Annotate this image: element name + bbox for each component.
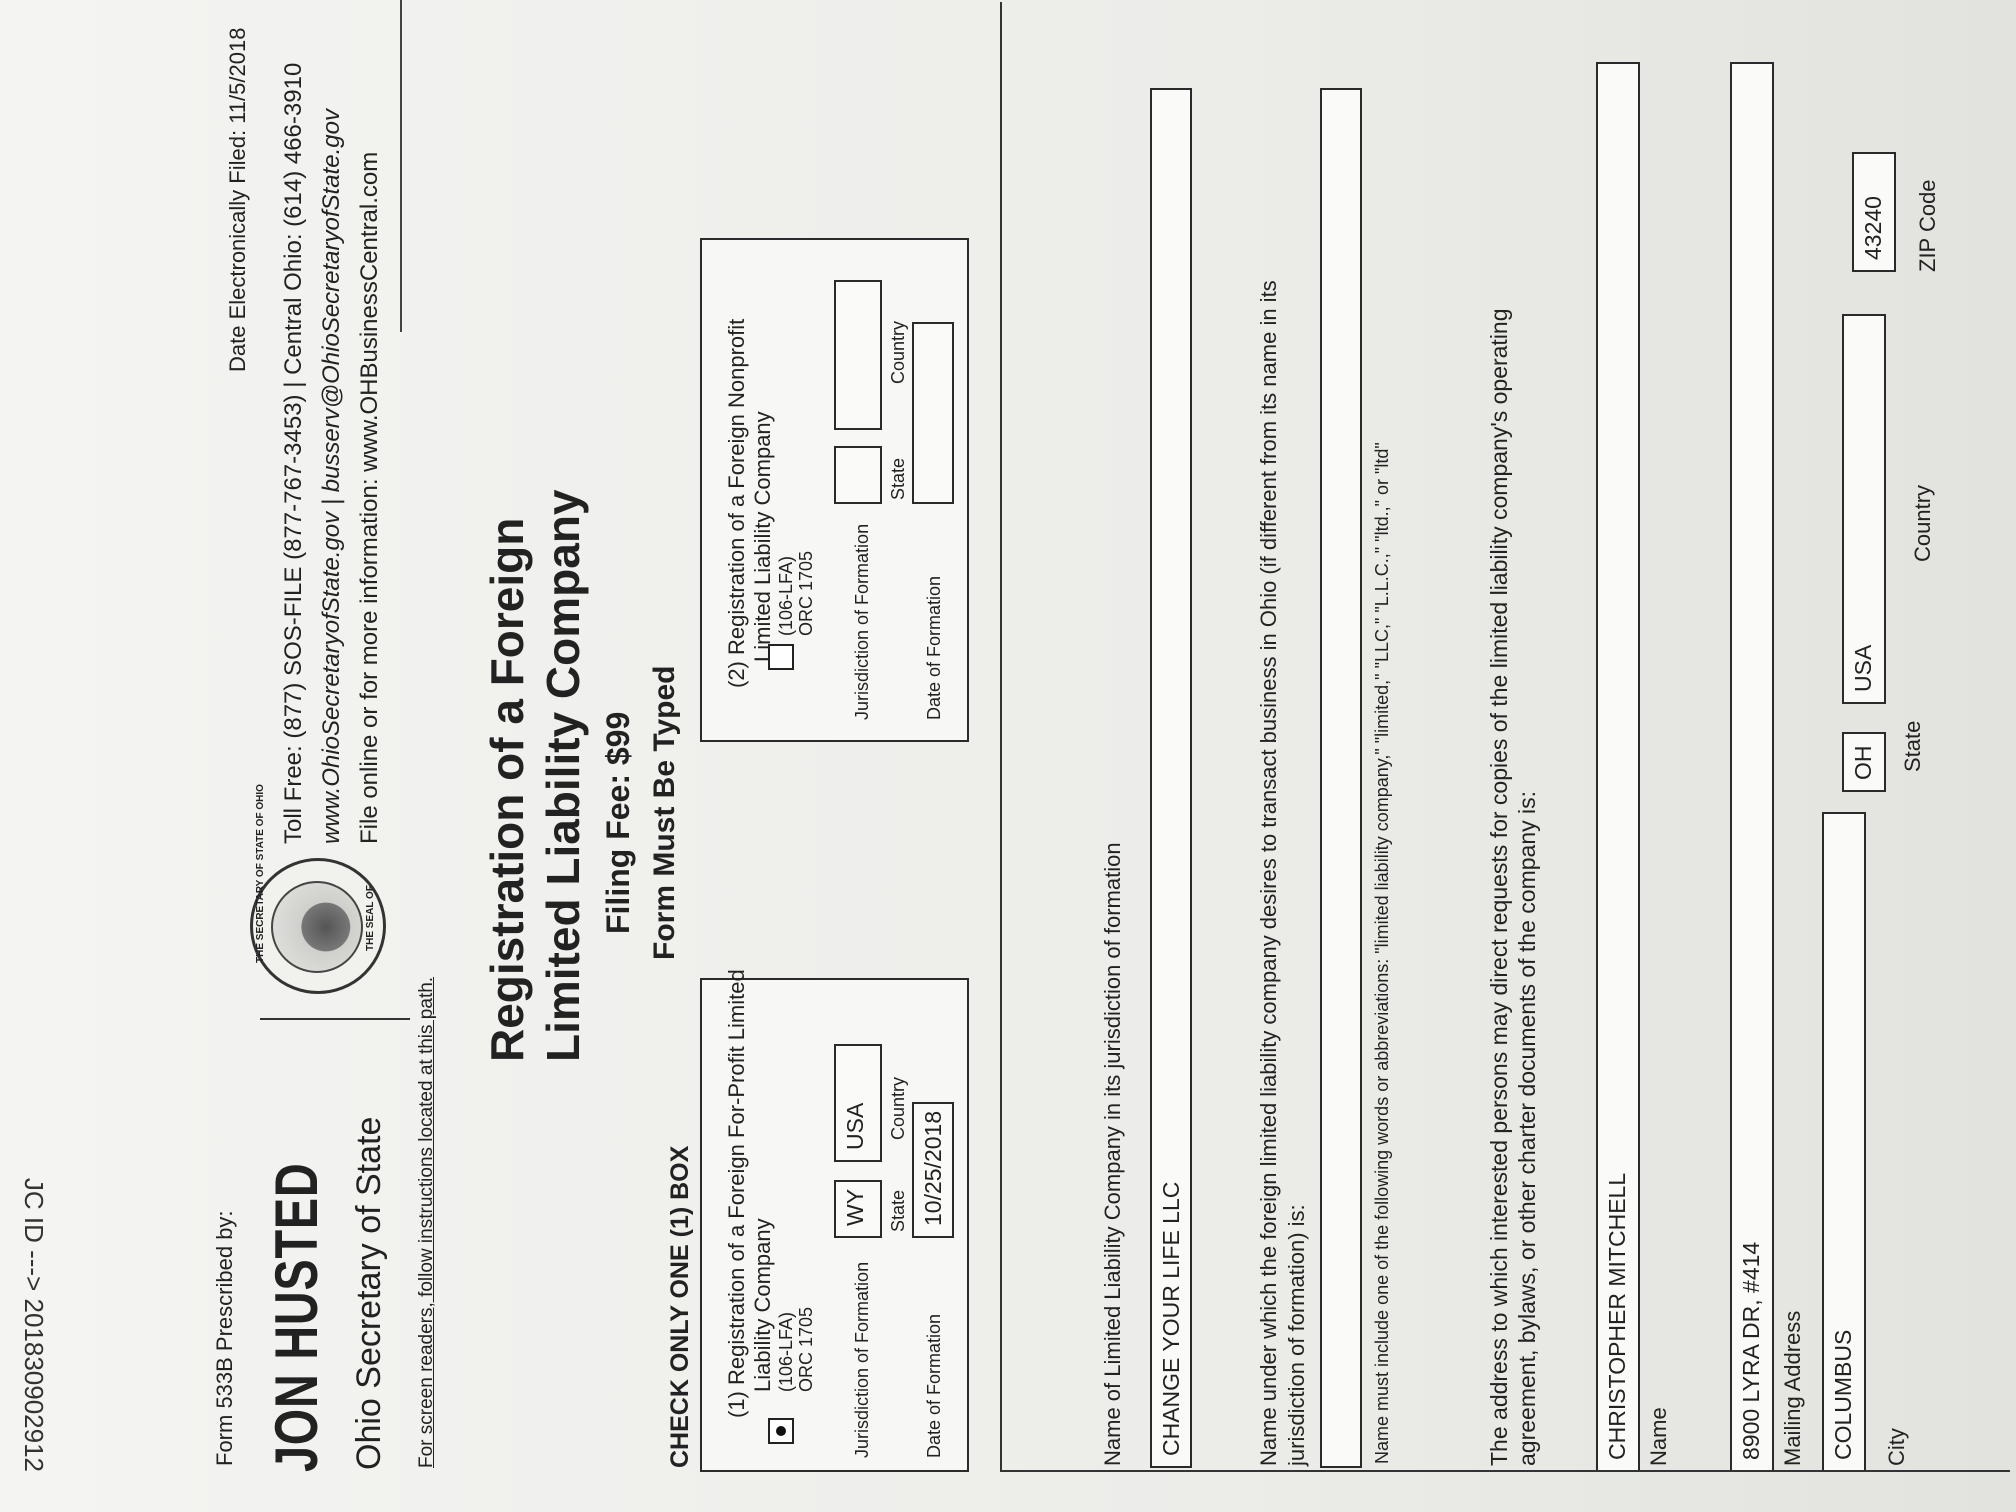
header-divider <box>260 1018 410 1020</box>
zip-label: ZIP Code <box>1915 179 1940 272</box>
option1-line1: (1) Registration of a Foreign For-Profit Limited <box>724 969 749 1418</box>
address-intro-line2: agreement, bylaws, or other charter documents of the company is: <box>1514 791 1540 1466</box>
country-label: Country <box>1910 484 1935 562</box>
option2-date-field[interactable] <box>912 322 954 504</box>
check-one-heading: CHECK ONLY ONE (1) BOX <box>666 1145 694 1468</box>
seal-text-top: THE SECRETARY OF STATE OF OHIO <box>255 784 266 963</box>
city-label: City <box>1884 1428 1909 1466</box>
ohio-name-label-2: jurisdiction of formation) is: <box>1284 1204 1309 1466</box>
option2-state-label: State <box>888 457 908 500</box>
option2-box <box>700 238 969 742</box>
sos-title: Ohio Secretary of State <box>350 1116 388 1470</box>
option1-juris-label: Jurisdiction of Formation <box>852 1261 872 1458</box>
mailing-address-field[interactable]: 8900 LYRA DR, #414 <box>1730 62 1774 1472</box>
country-field[interactable]: USA <box>1842 314 1886 704</box>
option2-line2: Limited Liability Company <box>750 411 775 662</box>
option1-country-field[interactable]: USA <box>834 1044 882 1162</box>
mailing-address-label: Mailing Address <box>1780 1310 1805 1466</box>
option2-date-label: Date of Formation <box>924 575 944 720</box>
form-prescribed: Form 533B Prescribed by: <box>212 1210 237 1466</box>
option2-line1: (2) Registration of a Foreign Nonprofit <box>724 318 749 688</box>
state-label: State <box>1900 720 1925 772</box>
ohio-name-label: Name under which the foreign limited liability company desires to transact business in Ohio (if different from its name in its <box>1256 280 1281 1466</box>
option2-orc: ORC 1705 <box>796 550 816 636</box>
document-id: JC ID ---> 201830902912 <box>19 1177 49 1472</box>
filing-fee: Filing Fee: $99 <box>600 711 636 934</box>
option1-date-field[interactable]: 10/25/2018 <box>912 1102 954 1238</box>
zip-field[interactable]: 43240 <box>1852 152 1896 272</box>
option1-country-label: Country <box>888 1076 908 1140</box>
ohio-name-field[interactable] <box>1320 88 1362 1468</box>
state-field[interactable]: OH <box>1842 732 1886 792</box>
option2-country-label: Country <box>888 320 908 384</box>
option1-box <box>700 969 969 1472</box>
option2-juris-label: Jurisdiction of Formation <box>852 523 872 720</box>
contact-web-email[interactable]: www.OhioSecretaryofState.gov | busserv@OhioSecretaryofState.gov <box>318 109 345 844</box>
ohio-name-note: Name must include one of the following words or abbreviations: "limited liability company," "limited," "LLC," "L.L.C.," "ltd.," or "ltd" <box>1372 442 1392 1464</box>
form-title-line2: Limited Liability Company <box>537 489 589 1062</box>
city-field[interactable]: COLUMBUS <box>1822 812 1866 1472</box>
option2-state-field[interactable] <box>834 446 882 504</box>
option1-line2: Liability Company <box>750 1218 775 1392</box>
contact-online[interactable]: File online or for more information: www.OHBusinessCentral.com <box>356 151 383 844</box>
llc-name-label: Name of Limited Liability Company in its jurisdiction of formation <box>1100 842 1125 1466</box>
date-filed: Date Electronically Filed: 11/5/2018 <box>225 27 250 372</box>
llc-name-field[interactable]: CHANGE YOUR LIFE LLC <box>1150 88 1192 1468</box>
option2-code: (106-LFA) <box>776 555 796 636</box>
contact-name-field[interactable]: CHRISTOPHER MITCHELL <box>1596 62 1640 1472</box>
screen-reader-link[interactable]: For screen readers, follow instructions located at this path. <box>416 976 437 1468</box>
option1-date-label: Date of Formation <box>924 1313 944 1458</box>
option1-checkbox[interactable] <box>768 1418 794 1444</box>
form-must-be-typed: Form Must Be Typed <box>648 665 681 960</box>
ohio-seal-icon <box>250 784 386 994</box>
address-intro-line1: The address to which interested persons may direct requests for copies of the limited liability company's operating <box>1486 308 1512 1466</box>
option1-state-field[interactable]: WY <box>834 1180 882 1238</box>
option1-state-label: State <box>888 1189 908 1232</box>
contact-name-label: Name <box>1646 1407 1671 1466</box>
option1-orc: ORC 1705 <box>796 1306 816 1392</box>
contact-phone: Toll Free: (877) SOS-FILE (877-767-3453) | Central Ohio: (614) 466-3910 <box>280 62 307 844</box>
option1-code: (106-LFA) <box>776 1311 796 1392</box>
form-title-line1: Registration of a Foreign <box>481 517 533 1062</box>
seal-text-bottom: THE SEAL OF <box>365 885 376 951</box>
sos-name: JON HUSTED <box>263 1162 330 1472</box>
option2-country-field[interactable] <box>834 280 882 430</box>
